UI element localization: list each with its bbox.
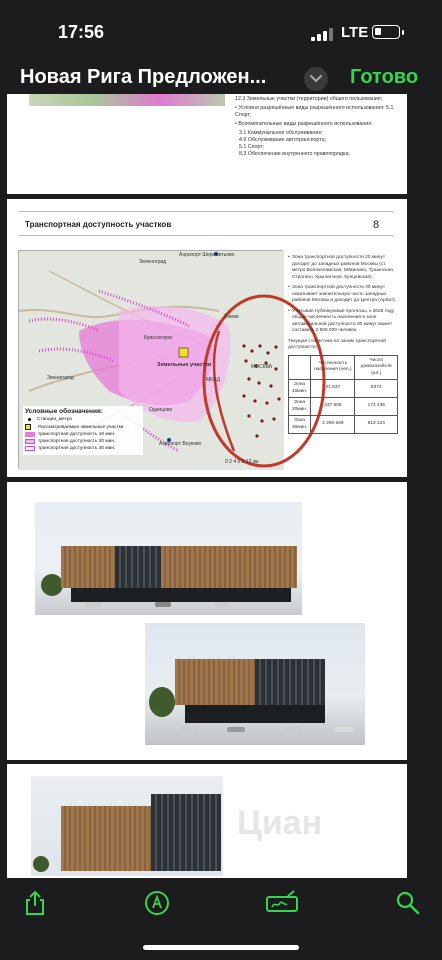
share-icon <box>22 890 48 916</box>
legend-item <box>25 424 141 430</box>
map-label-zvenigorod: Звенигород <box>47 375 74 381</box>
legend-label: транспортная доступность 30 мин. <box>38 446 116 451</box>
building-base <box>71 588 291 602</box>
car <box>155 602 171 607</box>
legend-swatch <box>25 432 35 437</box>
page1-line: 5.1 Спорт; <box>239 144 265 150</box>
legend-label: Станции_метро <box>37 417 73 422</box>
bullet-item: • Учитывая публикуемые прогнозы, к 2025 году общая численность населения в зоне автомобильной доступности 30 минут может составить 2 500 000 человек. <box>288 309 399 335</box>
page1-line: • Вспомогательные виды разрешённого использования: <box>235 121 373 127</box>
page1-line: 3.1 Коммунальное обслуживание; <box>239 130 323 136</box>
building-render-2 <box>145 623 365 745</box>
page2-description <box>288 255 399 434</box>
search-icon <box>395 890 421 916</box>
done-button[interactable]: Готово <box>350 66 419 88</box>
page-3 <box>7 482 407 760</box>
status-time: 17:56 <box>58 22 105 42</box>
legend-title: Условные обозначения: <box>25 408 103 415</box>
table-header-row <box>289 355 398 380</box>
table-header <box>289 355 311 380</box>
legend-swatch <box>25 439 35 444</box>
table-cell: 8374 <box>355 380 398 398</box>
car <box>181 727 199 732</box>
page-1 <box>7 94 407 194</box>
map-label-moscow: МОСКВА <box>251 364 273 370</box>
table-header: Число домохозяйств (шт.) <box>355 355 398 380</box>
legend-label: транспортная доступность 20 мин. <box>38 439 116 444</box>
share-button[interactable] <box>22 890 48 916</box>
bullet-item: • Зона транспортной доступности 20 минут доходит до западных районов Москвы (ст. метро Волоколамская, Мякинино, Тушинская, Строгино, Крылатское, Кунцевская). <box>288 255 399 281</box>
tree <box>41 574 63 596</box>
document-viewer[interactable] <box>0 96 442 878</box>
table-header: Численность населения (чел.) <box>311 355 355 380</box>
stats-table <box>288 355 398 435</box>
building-glass <box>255 659 325 705</box>
home-indicator[interactable] <box>143 945 299 950</box>
map-label-zelenograd: Зеленоград <box>139 259 167 265</box>
page-number: 8 <box>373 219 380 231</box>
building-glass <box>151 794 221 871</box>
table-cell: Зона 30мин. <box>289 416 311 434</box>
search-button[interactable] <box>395 890 421 916</box>
map-label-mkad: МКАД <box>206 377 220 383</box>
car <box>335 727 353 732</box>
table-cell: 173 436 <box>355 398 398 416</box>
page-2 <box>7 199 407 477</box>
building-glass <box>115 546 161 588</box>
status-bar <box>0 0 442 60</box>
page1-line: 8.3 Обеспечение внутреннего правопорядка; <box>239 151 350 157</box>
markup-button[interactable] <box>144 890 170 916</box>
page1-text <box>235 96 400 158</box>
legend-item <box>25 439 141 444</box>
table-row <box>289 416 398 434</box>
legend-item <box>25 417 141 422</box>
metro-station-icon <box>28 418 31 421</box>
table-cell: Зона 20мин. <box>289 398 311 416</box>
legend-label: Рассматриваемые земельные участки <box>38 424 124 430</box>
signature-button[interactable] <box>266 890 298 916</box>
legend-item <box>25 432 141 437</box>
building-render-3 <box>31 776 223 876</box>
car <box>285 727 303 732</box>
watermark: Циан <box>237 804 323 842</box>
tree <box>149 687 175 717</box>
tree <box>33 856 49 872</box>
map-label-odintsovo: Одинцово <box>149 407 173 413</box>
map-label-plots: Земельные участки <box>157 362 212 368</box>
table-cell: 437 808 <box>311 398 355 416</box>
battery-cap <box>402 30 404 35</box>
map-label-vnukovo: Аэропорт Внуково <box>159 441 202 447</box>
car <box>227 727 245 732</box>
signal-icon <box>311 28 333 41</box>
table-cell: 913 124 <box>355 416 398 434</box>
building-base <box>185 705 325 723</box>
map-label-krasnogorsk: Красногорск <box>144 335 173 341</box>
battery-icon <box>372 25 400 39</box>
map-legend <box>23 406 143 455</box>
page1-line: • Условно разрешённые виды разрешённого использования: 5.1 Спорт; <box>235 105 394 118</box>
bullet-item: • Зона транспортной доступности 30 минут охватывает значительную часть западных районов Москвы и доходит до Центра (Арбат). <box>288 285 399 305</box>
table-cell: 2 290 566 <box>311 416 355 434</box>
signature-icon <box>266 890 298 916</box>
divider <box>19 235 393 236</box>
legend-swatch <box>25 446 35 451</box>
transport-map <box>18 250 283 469</box>
car <box>85 602 101 607</box>
checkbox-icon <box>25 424 31 430</box>
markup-pen-icon <box>144 890 170 916</box>
stats-title: Текущая статистика по зонам транспортной доступности: <box>288 338 386 350</box>
car <box>215 602 231 607</box>
chevron-down-icon <box>310 74 322 84</box>
page-4 <box>7 764 407 884</box>
map-label-sheremetyevo: Аэропорт Шереметьево <box>179 252 235 258</box>
document-title[interactable]: Новая Рига Предложен... <box>20 66 267 88</box>
page1-line: 4.9 Обслуживание автотранспорта; <box>239 137 327 143</box>
legend-label: транспортная доступность 10 мин. <box>38 432 116 437</box>
table-cell: Зона 10мин. <box>289 380 311 398</box>
divider <box>19 211 393 212</box>
title-menu-button[interactable] <box>304 67 328 91</box>
table-row <box>289 380 398 398</box>
legend-item <box>25 446 141 451</box>
page1-map-fragment <box>29 94 225 106</box>
network-type: LTE <box>341 24 369 41</box>
map-label-khimki: Химки <box>224 314 239 320</box>
page1-line: 12.3 Земельные участки (территории) общего пользования; <box>235 96 383 102</box>
building-render-1 <box>35 502 302 615</box>
table-cell: 21 637 <box>311 380 355 398</box>
map-scale: 0 2 4 6 8 12 км <box>225 459 259 465</box>
building-facade <box>61 546 297 588</box>
page2-title: Транспортная доступность участков <box>25 220 172 229</box>
table-row <box>289 398 398 416</box>
